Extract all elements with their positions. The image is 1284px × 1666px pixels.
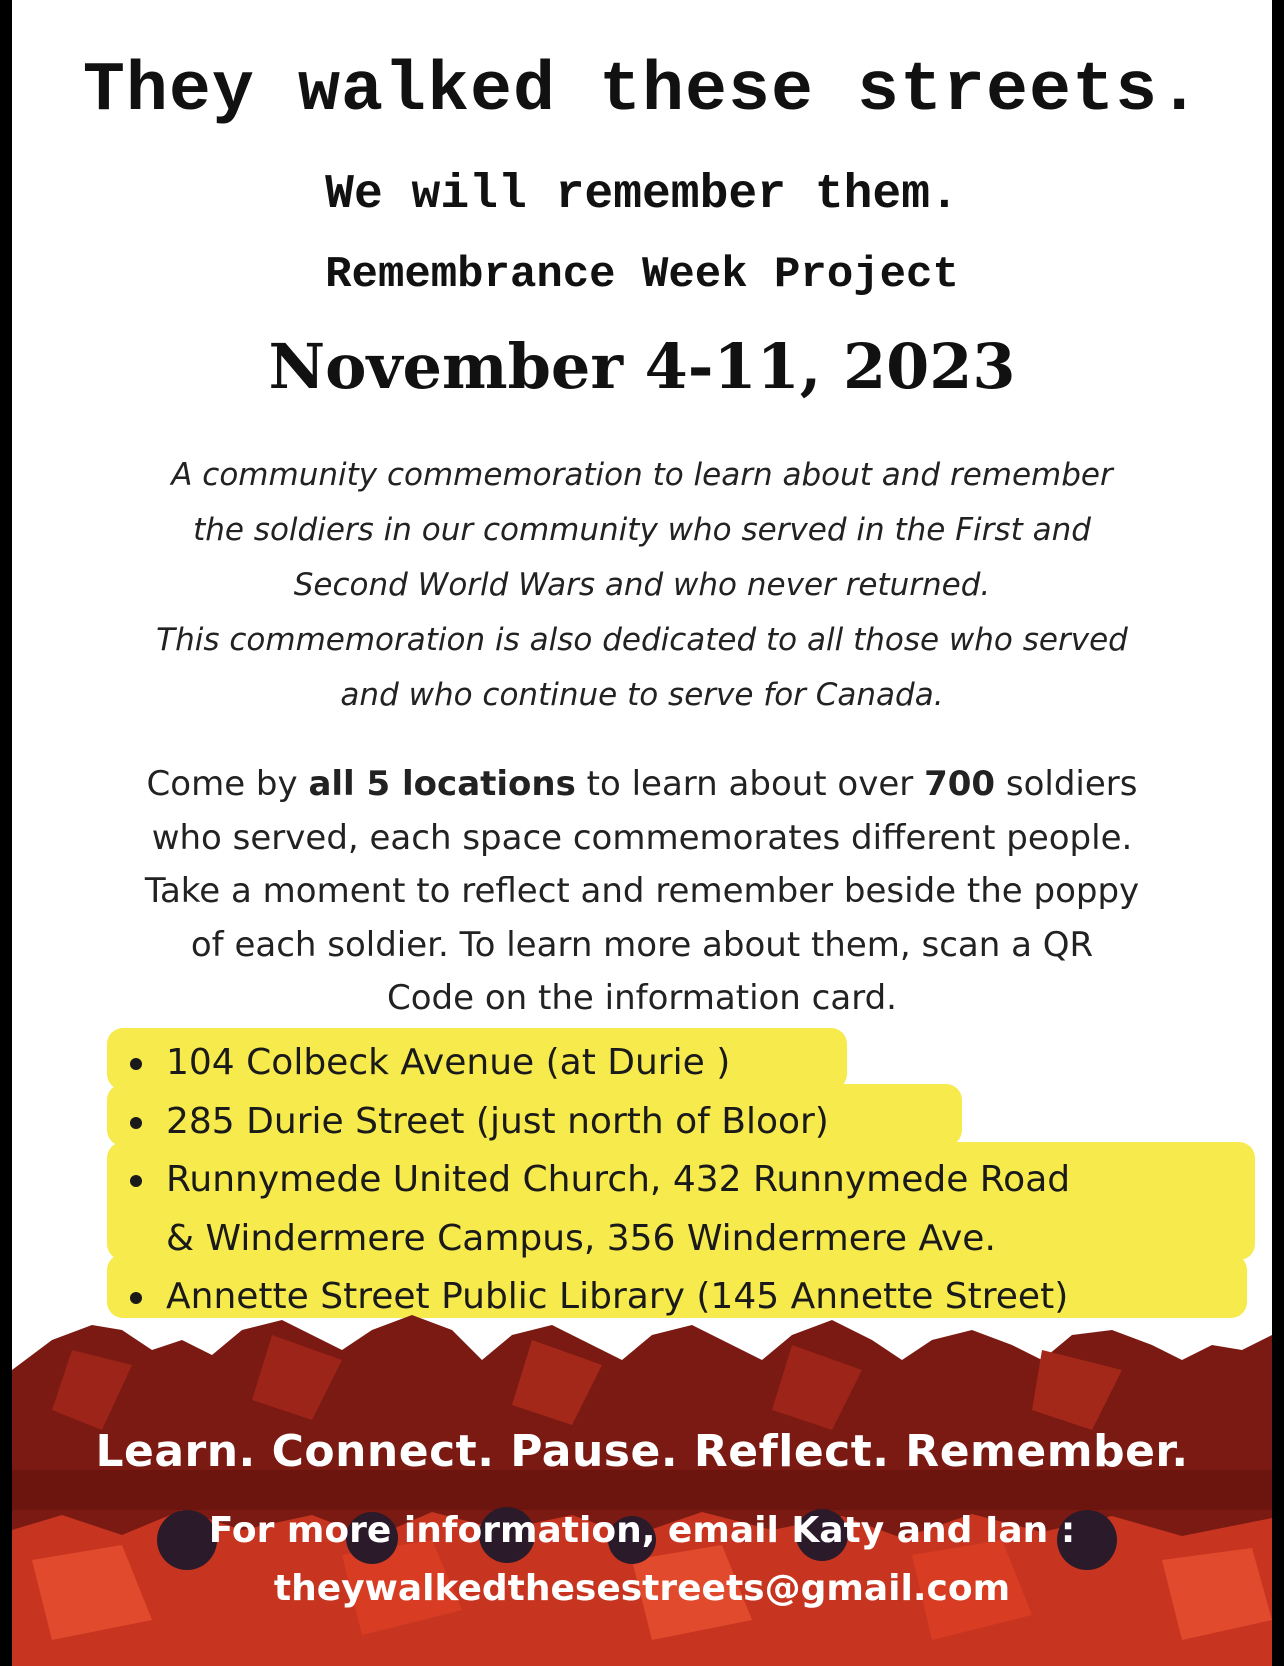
event-dates: November 4-11, 2023 <box>268 330 1016 403</box>
contact-info: For more information, email Katy and Ian : <box>208 1510 1076 1551</box>
motto: Learn. Connect. Pause. Reflect. Remember. <box>95 1426 1189 1477</box>
location-text: Runnymede United Church, 432 Runnymede Road <box>166 1159 1071 1200</box>
intro-line: and who continue to serve for Canada. <box>340 677 944 713</box>
poppy-field-illustration <box>12 1290 1272 1666</box>
project-name: Remembrance Week Project <box>325 250 959 300</box>
location-text: Annette Street Public Library (145 Annette Street) <box>166 1276 1069 1317</box>
location-item <box>130 1034 1070 1093</box>
locations-list <box>130 1034 1070 1327</box>
invite-line: who served, each space commemorates different people. <box>151 817 1133 858</box>
intro-line: the soldiers in our community who served in the First and <box>193 512 1091 548</box>
invite-paragraph <box>52 758 1232 1026</box>
invite-line: of each soldier. To learn more about them, scan a QR <box>190 924 1094 965</box>
poster-title: They walked these streets. <box>82 52 1202 131</box>
intro-line: A community commemoration to learn about and remember <box>171 457 1113 493</box>
bullet-icon <box>130 1058 142 1070</box>
invite-text: soldiers <box>995 764 1138 804</box>
location-text: 285 Durie Street (just north of Bloor) <box>166 1100 829 1142</box>
location-item <box>130 1151 1070 1210</box>
location-item-continued <box>130 1210 1070 1269</box>
invite-text: to learn about over <box>575 764 925 804</box>
poster-subtitle: We will remember them. <box>325 168 959 222</box>
soldier-count: 700 <box>924 764 996 804</box>
invite-text: Come by <box>146 764 309 804</box>
intro-line: This commemoration is also dedicated to all those who served <box>156 622 1128 658</box>
location-text: & Windermere Campus, 356 Windermere Ave. <box>166 1217 996 1259</box>
location-item <box>130 1093 1070 1152</box>
invite-line <box>52 758 1232 812</box>
bullet-icon <box>130 1117 142 1129</box>
intro-paragraph <box>52 448 1232 723</box>
invite-line: Take a moment to reflect and remember beside the poppy <box>144 871 1140 911</box>
intro-line: Second World Wars and who never returned. <box>293 567 991 603</box>
invite-line: Code on the information card. <box>387 978 897 1018</box>
contact-email[interactable]: theywalkedthesestreets@gmail.com <box>273 1568 1011 1609</box>
locations-count: all 5 locations <box>308 764 576 804</box>
bullet-icon <box>130 1175 142 1187</box>
location-text: 104 Colbeck Avenue (at Durie ) <box>166 1042 731 1083</box>
poster <box>12 0 1272 1666</box>
